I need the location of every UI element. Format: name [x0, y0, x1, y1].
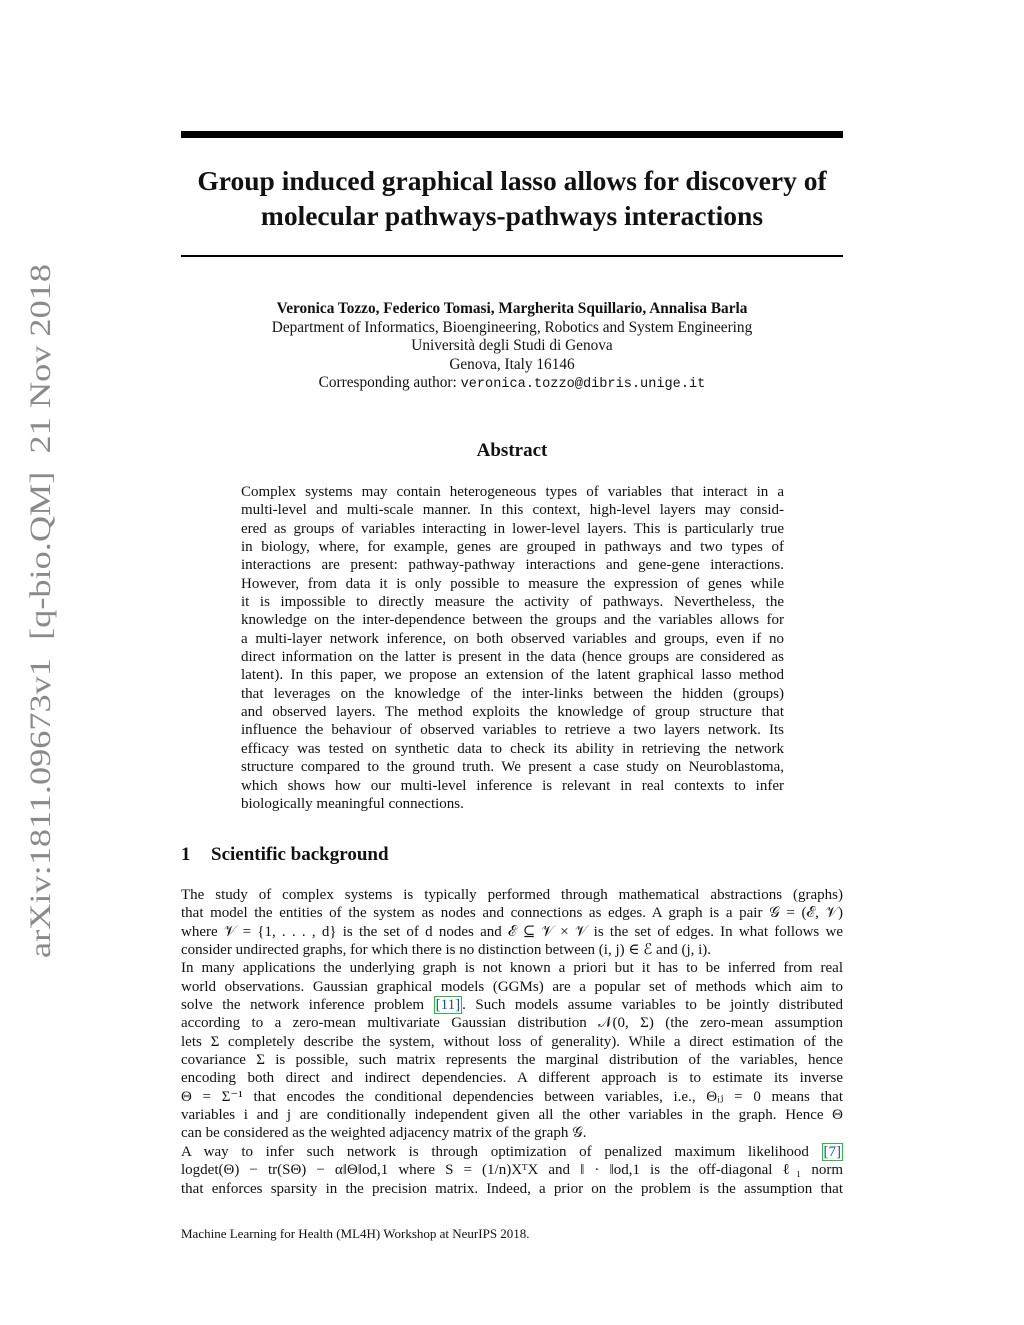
body-line: consider undirected graphs, for which there is no distinction between (i, j) ∈ ℰ and (j, i). [181, 942, 712, 959]
author-university: Università degli Studi di Genova [411, 337, 613, 354]
arxiv-sidebar-svg [10, 250, 60, 970]
arxiv-sidebar [10, 250, 60, 970]
title-top-rule [181, 131, 843, 138]
body-line-with-citation: A way to infer such network is through optimization of penalized maximum likelihood [7] [181, 1143, 841, 1160]
author-block [181, 300, 843, 395]
footer-note: Machine Learning for Health (ML4H) Workshop at NeurIPS 2018. [181, 1226, 530, 1241]
body-line: Θ = Σ⁻¹ that encodes the conditional dependencies between variables, i.e., Θᵢⱼ = 0 means that [181, 1088, 843, 1105]
title-line-2: molecular pathways-pathways interactions [260, 200, 764, 231]
body-line-with-citation: solve the network inference problem [11] . Such models assume variables to be jointly distributed [181, 997, 843, 1014]
body-line: where 𝒱 = {1, . . . , d} is the set of d nodes and ℰ ⊆ 𝒱 × 𝒱 is the set of edges. In what follows we [181, 923, 843, 940]
abstract-line: structure compared to the ground truth. We present a case study on Neuroblastoma, [241, 759, 784, 776]
abstract-line: a multi-layer network inference, on both observed variables and groups, even if no [241, 630, 784, 647]
body-line: world observations. Gaussian graphical models (GGMs) are a popular set of methods which aim to [181, 978, 843, 995]
body-line: variables i and j are conditionally independent given all the other variables in the graph. Hence Θ [181, 1107, 843, 1124]
abstract-line: and observed layers. The method exploits the knowledge of group structure that [241, 704, 784, 721]
author-names: Veronica Tozzo, Federico Tomasi, Margherita Squillario, Annalisa Barla [276, 300, 748, 317]
corresponding-author [181, 374, 843, 395]
abstract-line: ered as groups of variables interacting in lower-level layers. This is particularly true [241, 520, 784, 537]
abstract-line: multi-level and multi-scale manner. In this context, high-level layers may consid- [241, 502, 784, 519]
body-line: that model the entities of the system as nodes and connections as edges. A graph is a pair 𝒢 = (ℰ, 𝒱) [181, 905, 843, 922]
body-line: In many applications the underlying graph is not known a priori but it has to be inferred from real [181, 960, 843, 977]
paper-title [150, 163, 874, 233]
section-body [181, 886, 843, 1198]
title-bottom-rule [181, 255, 843, 257]
section-heading [181, 844, 389, 866]
body-line: encoding both direct and indirect dependencies. A different approach is to estimate its inverse [181, 1070, 843, 1087]
abstract-line: it is impossible to directly measure the activity of pathways. Nevertheless, the [241, 594, 784, 611]
section-title: Scientific background [211, 844, 389, 865]
abstract-line: interactions are present: pathway-pathway interactions and gene-gene interactions. [241, 557, 784, 574]
arxiv-id-text: arXiv:1811.09673v1 [q-bio.QM] 21 Nov 2018 [24, 384, 57, 958]
citation-link[interactable]: [11] [435, 997, 461, 1014]
abstract-line: in biology, where, for example, genes are grouped in pathways and two types of [241, 539, 784, 556]
author-department: Department of Informatics, Bioengineering, Robotics and System Engineering [271, 318, 753, 336]
abstract-line: However, from data it is only possible to measure the expression of genes while [241, 575, 784, 592]
section-number: 1 [181, 844, 191, 865]
abstract-line: knowledge on the inter-dependence between the groups and the variables allows for [241, 612, 784, 629]
abstract-line: direct information on the latter is present in the data (hence groups are considered as [241, 649, 784, 666]
abstract-line: biologically meaningful connections. [241, 795, 464, 812]
abstract-heading: Abstract [476, 440, 548, 461]
body-line: logdet(Θ) − tr(SΘ) − α‖Θ‖od,1 where S = (1/n)XᵀX and ‖ · ‖od,1 is the off-diagonal ℓ₁ norm [181, 1162, 843, 1179]
body-line: lets Σ completely describe the system, without loss of generality). While a direct estimation of the [181, 1033, 843, 1050]
body-line: The study of complex systems is typically performed through mathematical abstractions (graphs) [181, 887, 843, 903]
citation-link[interactable]: [7] [823, 1143, 841, 1160]
body-line: that enforces sparsity in the precision matrix. Indeed, a prior on the problem is the assumption that [181, 1180, 843, 1197]
body-line: covariance Σ is possible, such matrix represents the marginal distribution of the variables, hence [181, 1052, 843, 1069]
author-email[interactable]: veronica.tozzo@dibris.unige.it [460, 377, 706, 392]
abstract-line: which shows how our multi-level inference is relevant in real contexts to infer [241, 777, 784, 794]
abstract-line: latent). In this paper, we propose an extension of the latent graphical lasso method [241, 667, 784, 684]
abstract-line: Complex systems may contain heterogeneous types of variables that interact in a [241, 484, 784, 500]
abstract-line: that leverages on the knowledge of the inter-links between the hidden (groups) [241, 685, 784, 702]
abstract-line: influence the behaviour of observed variables to retrieve a two layers network. Its [241, 722, 784, 739]
abstract-body [241, 483, 784, 813]
abstract-line: efficacy was tested on synthetic data to check its ability in retrieving the network [241, 740, 784, 757]
body-line: can be considered as the weighted adjacency matrix of the graph 𝒢. [181, 1125, 587, 1142]
title-line-1: Group induced graphical lasso allows for discovery of [197, 165, 827, 196]
corresponding-label: Corresponding author: [318, 374, 457, 391]
author-city: Genova, Italy 16146 [449, 355, 575, 373]
body-line: according to a zero-mean multivariate Gaussian distribution 𝒩(0, Σ) (the zero-mean assumption [181, 1015, 843, 1032]
